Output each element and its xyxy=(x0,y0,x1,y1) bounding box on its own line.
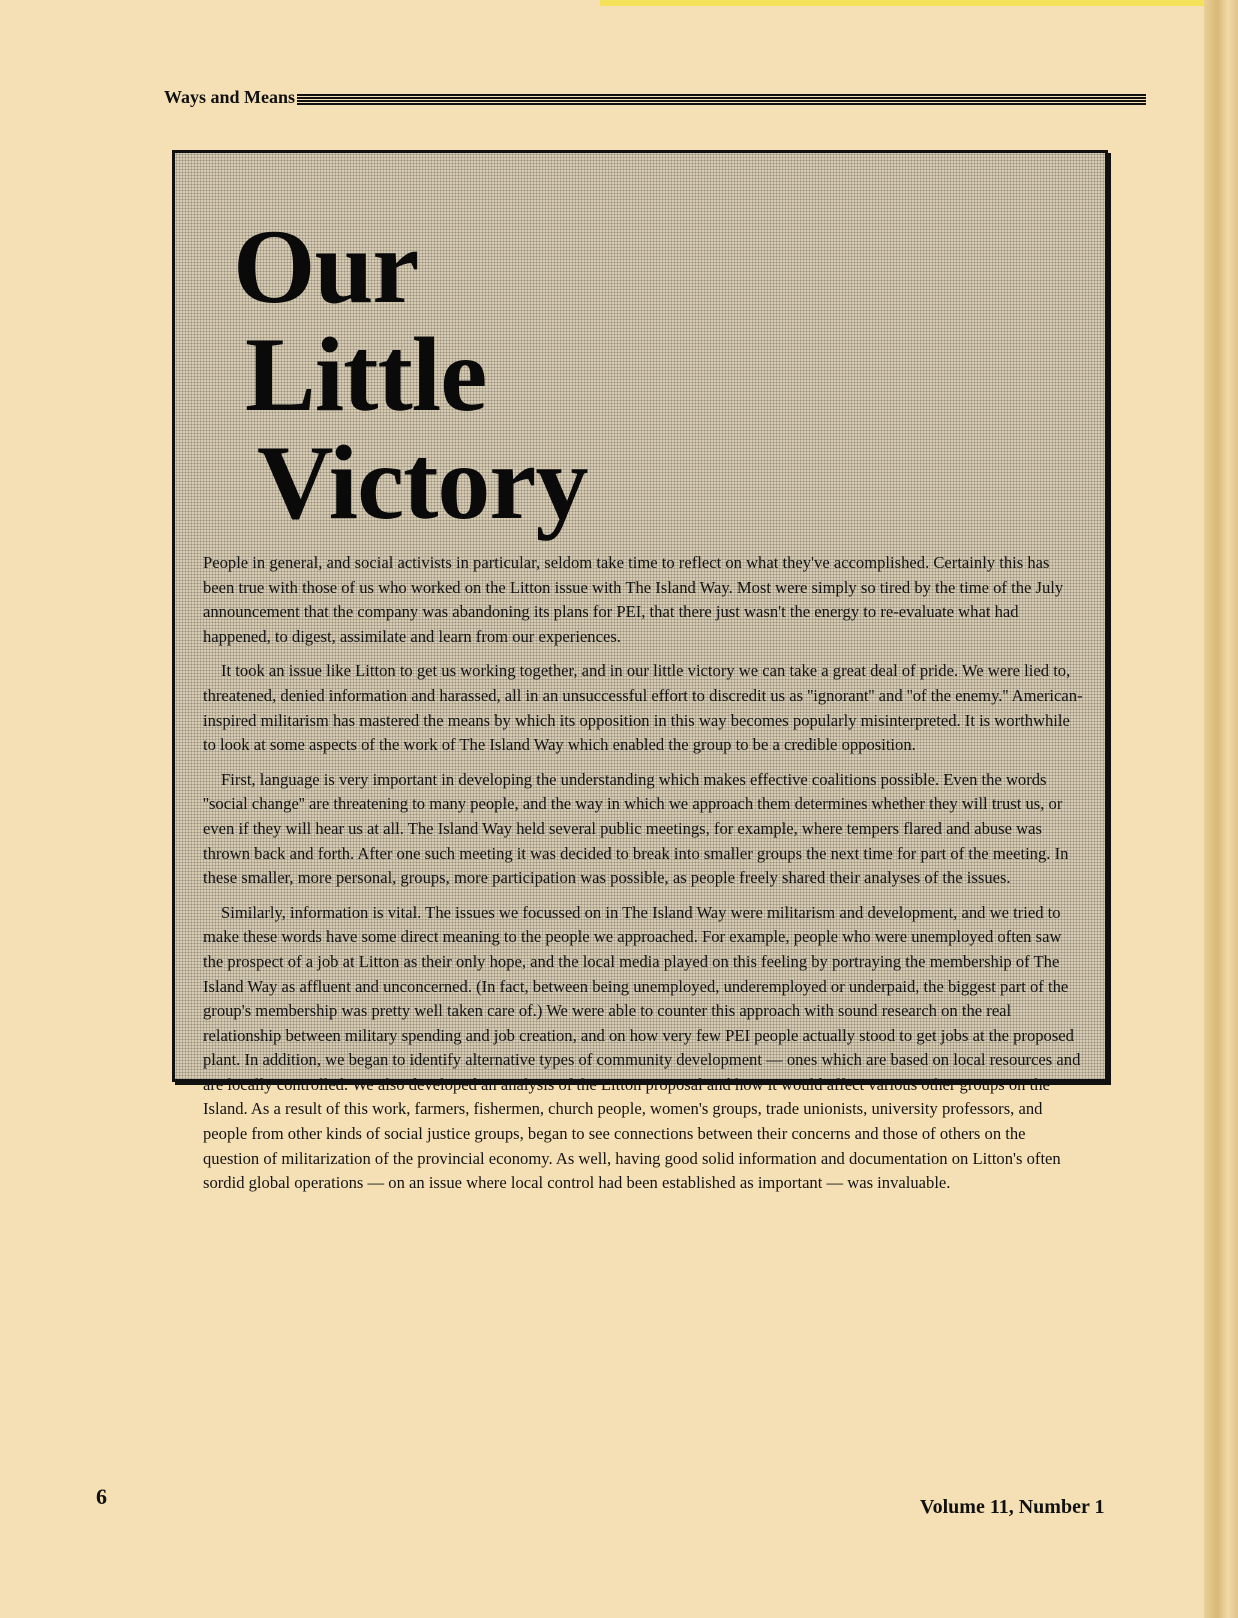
running-head-title: Ways and Means xyxy=(164,86,296,107)
article-headline xyxy=(233,208,588,541)
page-right-edge xyxy=(1204,0,1238,1618)
article-paragraph-2: It took an issue like Litton to get us working together, and in our little victory we can take a great deal of pride. We were lied to, threatened, denied information and harassed, all in an unsuccessful effort to discredit us as ''ignorant'' and ''of the enemy.'' American-inspired militarism has mastered the means by which its opposition in this way becomes popularly misinterpreted. It is worthwhile to look at some aspects of the work of The Island Way which enabled the group to be a credible opposition. xyxy=(203,661,1083,755)
headline-line-3: Victory xyxy=(257,424,588,541)
running-head xyxy=(164,82,1146,112)
article-box xyxy=(172,150,1108,1193)
headline-line-2: Little xyxy=(245,316,487,433)
article-body xyxy=(203,551,1083,1206)
page-number: 6 xyxy=(96,1484,107,1509)
article-paragraph-1: People in general, and social activists in particular, seldom take time to reflect on what they've accomplished. Certainly this has been true with those of us who worked on the Litton issue with The Island Way. Most were simply so tired by the time of the July announcement that the company was abandoning its plans for PEI, that there just wasn't the energy to re-evaluate what had happened, to digest, assimilate and learn from our experiences. xyxy=(203,553,1064,646)
running-head-rule xyxy=(297,94,1146,106)
article-paragraph-3: First, language is very important in developing the understanding which makes effective coalitions possible. Even the words ''social change'' are threatening to many people, and the way in which we approach them determines whether they will trust us, or even if they will hear us at all. The Island Way held several public meetings, for example, where tempers flared and abuse was thrown back and forth. After one such meeting it was decided to break into smaller groups the next time for part of the meeting. In these smaller, more personal, groups, more participation was possible, as people freely shared their analyses of the issues. xyxy=(203,769,1069,888)
headline-line-1: Our xyxy=(233,208,419,325)
article-paragraph-4: Similarly, information is vital. The issues we focussed on in The Island Way were militarism and development, and we tried to make these words have some direct meaning to the people we approached. For example, people who were unemployed often saw the prospect of a job at Litton as their only hope, and the local media played on this feeling by portraying the membership of The Island Way as affluent and unconcerned. (In fact, between being unemployed, underemployed or underpaid, the biggest part of the group's membership was pretty well taken care of.) We were able to counter this approach with sound research on the real relationship between military spending and job creation, and on how very few PEI people actually stood to get jobs at the proposed plant. In addition, we began to identify alternative types of community development — ones which are based on local resources and are locally controlled. We also developed an analysis of the Litton proposal and how it would affect various other groups on the Island. As a result of this work, farmers, fishermen, church people, women's groups, trade unionists, university professors, and people from other kinds of social justice groups, began to see connections between their concerns and those of others on the question of militarization of the provincial economy. As well, having good solid information and documentation on Litton's often sordid global operations — on an issue where local control had been established as important — was invaluable. xyxy=(203,902,1081,1193)
issue-label: Volume 11, Number 1 xyxy=(920,1496,1105,1518)
page-top-edge xyxy=(600,0,1210,6)
